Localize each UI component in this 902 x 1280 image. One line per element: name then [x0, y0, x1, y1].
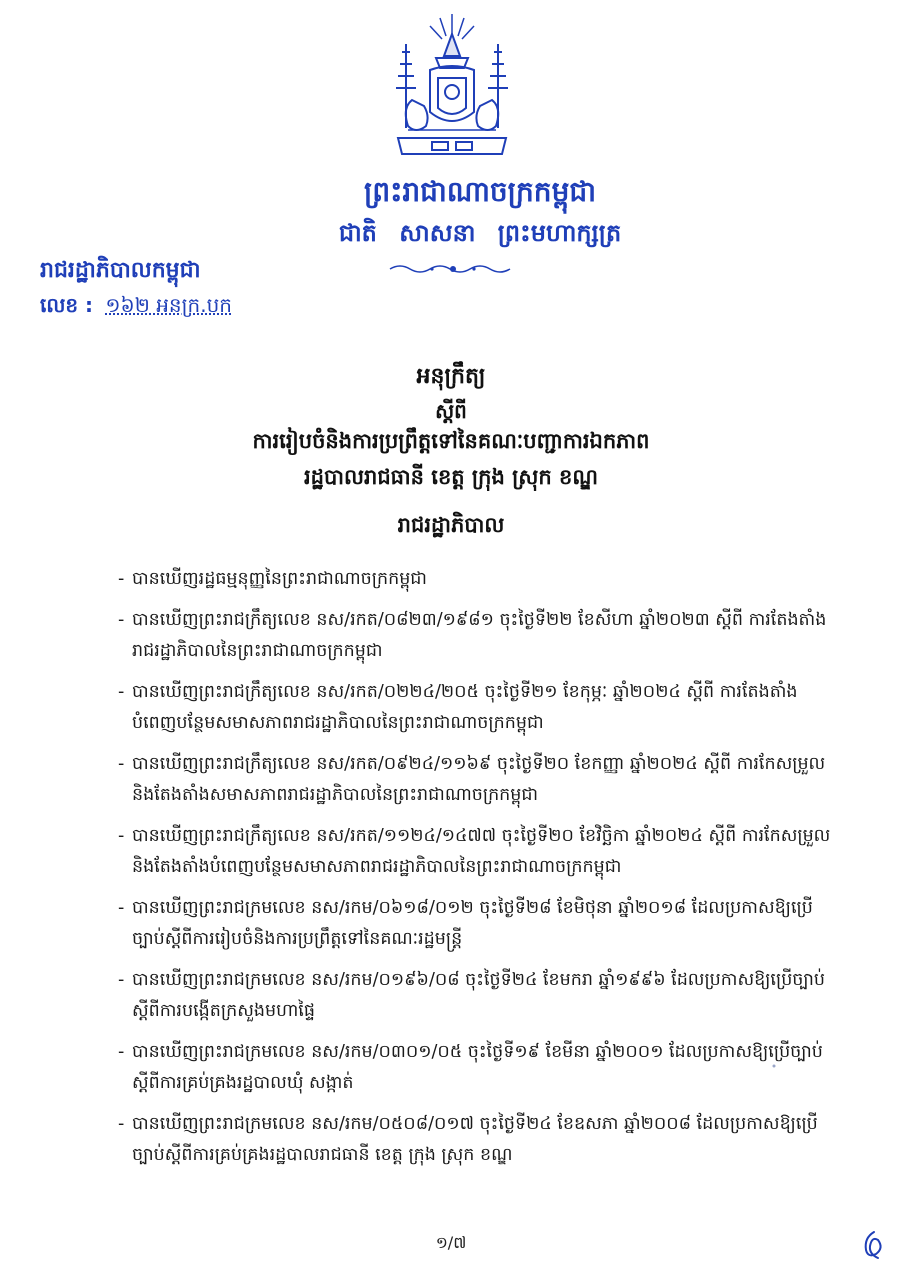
reference-item: - បានឃើញព្រះរាជក្រមលេខ នស/រកម/០៥០៨/០១៧ ចុះថ្ងៃទី២៤ ខែឧសភា ឆ្នាំ២០០៨ ដែលប្រកាសឱ្យប្រើច្បាប់ស្តីពីការគ្រប់គ្រងរដ្ឋបាលរាជធានី ខេត្ត ក្រុង ស្រុក ខណ្ឌ [118, 1109, 838, 1171]
ornament-divider-icon [388, 262, 518, 276]
issuing-body-heading: រាជរដ្ឋាភិបាល [397, 513, 505, 537]
issuing-government-name: រាជរដ្ឋាភិបាលកម្ពុជា [40, 258, 201, 283]
kingdom-title: ព្រះរាជាណាចក្រកម្ពុជា [363, 175, 596, 208]
national-motto: ជាតិ សាសនា ព្រះមហាក្សត្រ [338, 219, 622, 247]
document-type-heading: អនុក្រឹត្យ [416, 364, 486, 389]
reference-item: - បានឃើញព្រះរាជក្រឹត្យលេខ នស/រកត/០៩២៤/១១៦៩ ចុះថ្ងៃទី២០ ខែកញ្ញា ឆ្នាំ២០២៤ ស្តីពី ការកែសម្រួលនិងតែងតាំងសមាសភាពរាជរដ្ឋាភិបាលនៃព្រះរាជាណាចក្រកម្ពុជា [118, 749, 838, 811]
reference-item: - បានឃើញព្រះរាជក្រឹត្យលេខ នស/រកត/០៨២៣/១៩៨១ ចុះថ្ងៃទី២២ ខែសីហា ឆ្នាំ២០២៣ ស្តីពី ការតែងតាំងរាជរដ្ឋាភិបាលនៃព្រះរាជាណាចក្រកម្ពុជា [118, 605, 838, 667]
reference-item: - បានឃើញព្រះរាជក្រឹត្យលេខ នស/រកត/០២២៤/២០៥ ចុះថ្ងៃទី២១ ខែកុម្ភៈ ឆ្នាំ២០២៤ ស្តីពី ការតែងតាំងបំពេញបន្ថែមសមាសភាពរាជរដ្ឋាភិបាលនៃព្រះរាជាណាចក្រកម្ពុជា [118, 677, 838, 739]
document-number [40, 292, 232, 322]
handwritten-initial-icon [856, 1228, 890, 1262]
subject-line-2: រដ្ឋបាលរាជធានី ខេត្ត ក្រុង ស្រុក ខណ្ឌ [304, 465, 598, 489]
document-number-label: លេខ : [40, 293, 94, 317]
ink-speck-icon [770, 1062, 778, 1070]
legal-references-list [118, 564, 838, 1181]
subject-line-1: ការរៀបចំនិងការប្រព្រឹត្តទៅនៃគណៈបញ្ជាការឯកភាព [252, 429, 650, 453]
royal-emblem-icon [372, 8, 532, 168]
reference-item: - បានឃើញព្រះរាជក្រឹត្យលេខ នស/រកត/១១២៤/១៤៧៧ ចុះថ្ងៃទី២០ ខែវិច្ឆិកា ឆ្នាំ២០២៤ ស្តីពី ការកែសម្រួលនិងតែងតាំងបំពេញបន្ថែមសមាសភាពរាជរដ្ឋាភិបាលនៃព្រះរាជាណាចក្រកម្ពុជា [118, 821, 838, 883]
reference-item: - បានឃើញព្រះរាជក្រមលេខ នស/រកម/០១៩៦/០៨ ចុះថ្ងៃទី២៤ ខែមករា ឆ្នាំ១៩៩៦ ដែលប្រកាសឱ្យប្រើច្បាប់ស្តីពីការបង្កើតក្រសួងមហាផ្ទៃ [118, 965, 838, 1027]
page-number: ១/៧ [435, 1233, 467, 1252]
document-number-value: ១៦២ អនក្រ.បក [105, 293, 232, 317]
reference-item: - បានឃើញព្រះរាជក្រមលេខ នស/រកម/០៣០១/០៥ ចុះថ្ងៃទី១៩ ខែមីនា ឆ្នាំ២០០១ ដែលប្រកាសឱ្យប្រើច្បាប់ស្តីពីការគ្រប់គ្រងរដ្ឋបាលឃុំ សង្កាត់ [118, 1037, 838, 1099]
reference-item: - បានឃើញព្រះរាជក្រមលេខ នស/រកម/០៦១៨/០១២ ចុះថ្ងៃទី២៨ ខែមិថុនា ឆ្នាំ២០១៨ ដែលប្រកាសឱ្យប្រើច្បាប់ស្តីពីការរៀបចំនិងការប្រព្រឹត្តទៅនៃគណៈរដ្ឋមន្ត្រី [118, 893, 838, 955]
reference-item: - បានឃើញរដ្ឋធម្មនុញ្ញនៃព្រះរាជាណាចក្រកម្ពុជា [118, 564, 838, 595]
about-heading: ស្តីពី [435, 399, 467, 423]
